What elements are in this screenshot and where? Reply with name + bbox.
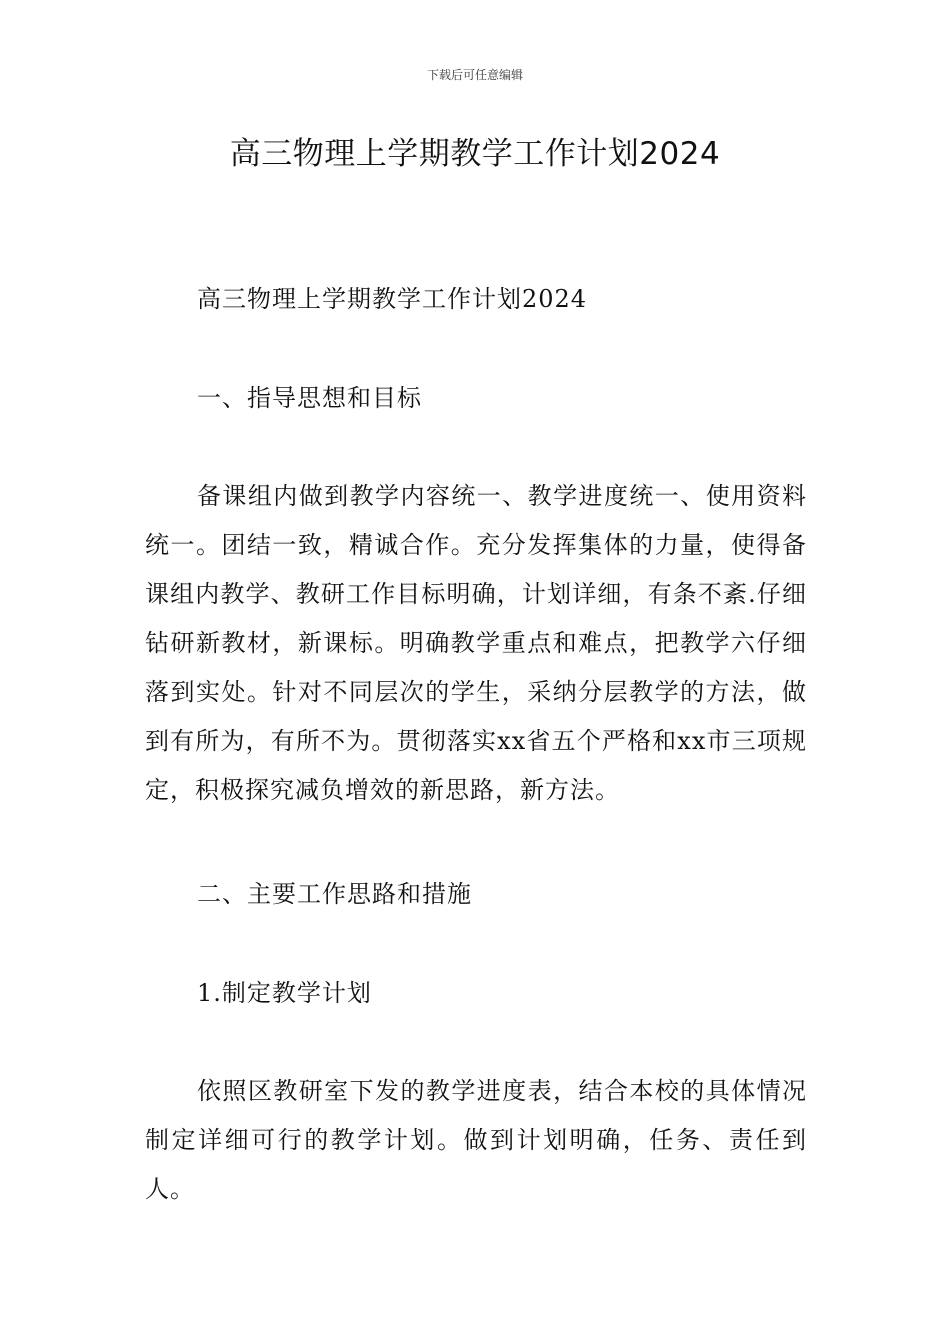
document-title: 高三物理上学期教学工作计划2024 — [229, 136, 721, 172]
subsection-heading-teaching-plan: 1.制定教学计划 — [197, 979, 372, 1007]
header-note: 下载后可任意编辑 — [426, 68, 523, 82]
paragraph-subtitle: 高三物理上学期教学工作计划2024 — [197, 285, 588, 313]
paragraph-teaching-plan: 依照区教研室下发的教学进度表，结合本校的具体情况制定详细可行的教学计划。做到计划明确，任务、责任到人。 — [145, 1077, 807, 1203]
section-heading-guiding-principles: 一、指导思想和目标 — [197, 384, 422, 412]
paragraph-guiding-principles: 备课组内做到教学内容统一、教学进度统一、使用资料统一。团结一致，精诚合作。充分发挥集体的力量，使得备课组内教学、教研工作目标明确，计划详细，有条不紊.仔细钻研新教材，新课标。明确教学重点和难点，把教学六仔细落到实处。针对不同层次的学生，采纳分层教学的方法，做到有所为，有所不为。贯彻落实xx省五个严格和xx市三项规定，积极探究减负增效的新思路，新方法。 — [145, 482, 807, 804]
section-heading-main-measures: 二、主要工作思路和措施 — [197, 880, 472, 908]
